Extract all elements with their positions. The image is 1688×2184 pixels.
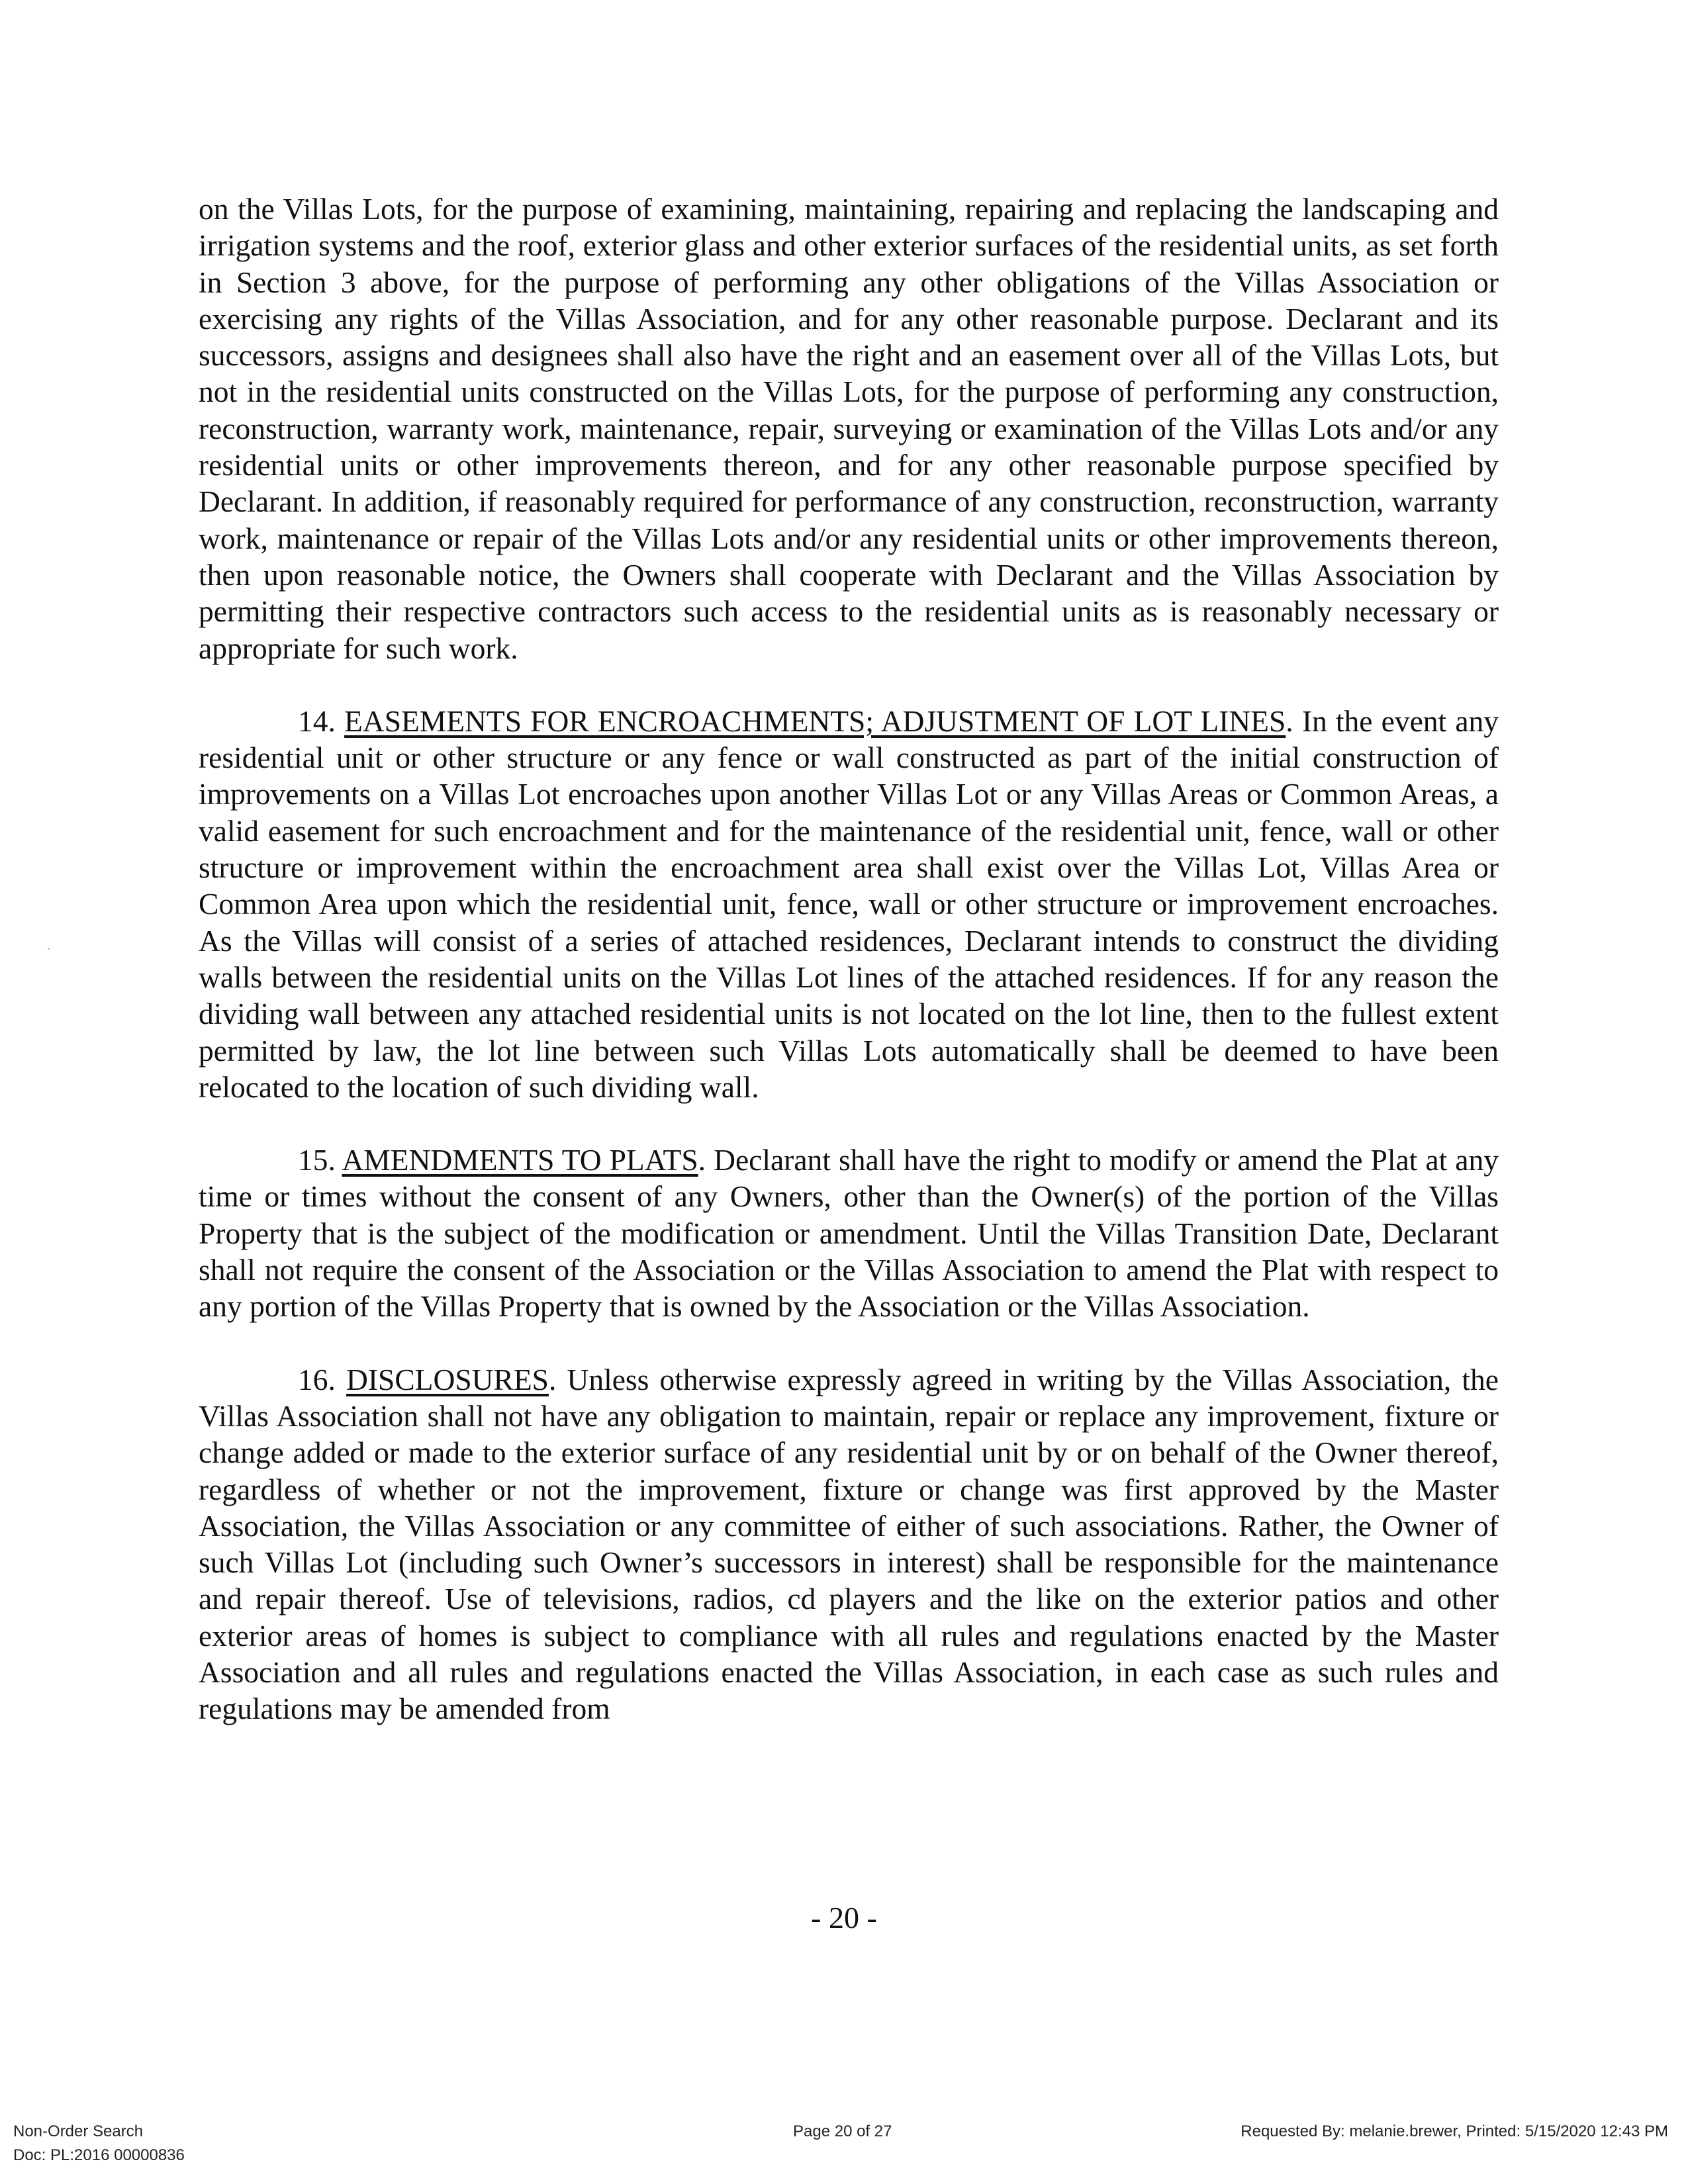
paragraph-section-13-continued: on the Villas Lots, for the purpose of examining, maintaining, repairing and replacing the landscaping and irrigation systems and the roof, exterior glass and other exterior surfaces of the residential units, as set forth in Section 3 above, for the purpose of performing any other obligations of the Villas Association or exercising any rights of the Villas Association, and for any other reasonable purpose. Declarant and its successors, assigns and designees shall also have the right and an easement over all of the Villas Lots, but not in the residential units constructed on the Villas Lots, for the purpose of performing any construction, reconstruction, warranty work, maintenance, repair, surveying or examination of the Villas Lots and/or any residential units or other improvements thereon, and for any other reasonable purpose specified by Declarant. In addition, if reasonably required for performance of any construction, reconstruction, warranty work, maintenance or repair of the Villas Lots and/or any residential units or other improvements thereon, then upon reasonable notice, the Owners shall cooperate with Declarant and the Villas Association by permitting their respective contractors such access to the residential units as is reasonably necessary or appropriate for such work. — [199, 192, 1499, 665]
footer-requested-by: Requested By: melanie.brewer, Printed: 5/15/2020 12:43 PM — [1241, 2122, 1668, 2140]
section-16-text: Unless otherwise expressly agreed in writing by the Villas Association, the Villas Association shall not have any obligation to maintain, repair or replace any improvement, fixture or change added or made to the exterior surface of any residential unit by or on behalf of the Owner thereof, regardless of whether or not the improvement, fixture or change was first approved by the Master Association, the Villas Association or any committee of either of such associations. Rather, the Owner of such Villas Lot (including such Owner’s successors in interest) shall be responsible for the maintenance and repair thereof. Use of televisions, radios, cd players and the like on the exterior patios and other exterior areas of homes is subject to compliance with all rules and regulations enacted by the Master Association and all rules and regulations enacted the Villas Association, in each case as such rules and regulations may be amended from — [199, 1362, 1499, 1726]
document-body — [199, 191, 1499, 1727]
section-16-number: 16. — [298, 1362, 336, 1396]
footer-page-count: Page 20 of 27 — [793, 2122, 892, 2140]
scan-speck — [48, 948, 50, 950]
footer-left — [13, 2122, 185, 2165]
paragraph-section-14: 14. EASEMENTS FOR ENCROACHMENTS; ADJUSTMENT OF LOT LINES. In the event any residential unit or other structure or any fence or wall constructed as part of the initial construction of improvements on a Villas Lot encroaches upon another Villas Lot or any Villas Areas or Common Areas, a valid easement for such encroachment and for the maintenance of the residential unit, fence, wall or other structure or improvement within the encroachment area shall exist over the Villas Lot, Villas Area or Common Area upon which the residential unit, fence, wall or other structure or improvement encroaches. As the Villas will consist of a series of attached residences, Declarant intends to construct the dividing walls between the residential units on the Villas Lot lines of the attached residences. If for any reason the dividing wall between any attached residential units is not located on the lot line, then to the fullest extent permitted by law, the lot line between such Villas Lots automatically shall be deemed to have been relocated to the location of such dividing wall. — [199, 704, 1499, 1104]
footer-search-type: Non-Order Search — [13, 2122, 144, 2140]
section-14-number: 14. — [298, 704, 336, 738]
section-15-heading: AMENDMENTS TO PLATS — [342, 1143, 698, 1177]
page-number: - 20 - — [811, 1901, 877, 1934]
paragraph-section-15: 15. AMENDMENTS TO PLATS. Declarant shall have the right to modify or amend the Plat at any time or times without the consent of any Owners, other than the Owner(s) of the portion of the Villas Property that is the subject of the modification or amendment. Until the Villas Transition Date, Declarant shall not require the consent of the Association or the Villas Association to amend the Plat with respect to any portion of the Villas Property that is owned by the Association or the Villas Association. — [199, 1143, 1499, 1324]
section-15-text: Declarant shall have the right to modify or amend the Plat at any time or times without the consent of any Owners, other than the Owner(s) of the portion of the Villas Property that is the subject of the modification or amendment. Until the Villas Transition Date, Declarant shall not require the consent of the Association or the Villas Association to amend the Plat with respect to any portion of the Villas Property that is owned by the Association or the Villas Association. — [199, 1143, 1499, 1324]
paragraph-section-16: 16. DISCLOSURES. Unless otherwise expressly agreed in writing by the Villas Association, the Villas Association shall not have any obligation to maintain, repair or replace any improvement, fixture or change added or made to the exterior surface of any residential unit by or on behalf of the Owner thereof, regardless of whether or not the improvement, fixture or change was first approved by the Master Association, the Villas Association or any committee of either of such associations. Rather, the Owner of such Villas Lot (including such Owner’s successors in interest) shall be responsible for the maintenance and repair thereof. Use of televisions, radios, cd players and the like on the exterior patios and other exterior areas of homes is subject to compliance with all rules and regulations enacted by the Master Association and all rules and regulations enacted the Villas Association, in each case as such rules and regulations may be amended from — [199, 1362, 1499, 1726]
footer-doc-id: Doc: PL:2016 00000836 — [13, 2146, 185, 2164]
section-14-text: In the event any residential unit or other structure or any fence or wall constructed as part of the initial construction of improvements on a Villas Lot encroaches upon another Villas Lot or any Villas Areas or Common Areas, a valid easement for such encroachment and for the maintenance of the residential unit, fence, wall or other structure or improvement within the encroachment area shall exist over the Villas Lot, Villas Area or Common Area upon which the residential unit, fence, wall or other structure or improvement encroaches. As the Villas will consist of a series of attached residences, Declarant intends to construct the dividing walls between the residential units on the Villas Lot lines of the attached residences. If for any reason the dividing wall between any attached residential units is not located on the lot line, then to the fullest extent permitted by law, the lot line between such Villas Lots automatically shall be deemed to have been relocated to the location of such dividing wall. — [199, 704, 1499, 1104]
section-16-heading: DISCLOSURES — [346, 1362, 549, 1396]
section-15-number: 15. — [298, 1143, 336, 1177]
section-14-heading: EASEMENTS FOR ENCROACHMENTS; ADJUSTMENT OF LOT LINES — [344, 704, 1286, 738]
